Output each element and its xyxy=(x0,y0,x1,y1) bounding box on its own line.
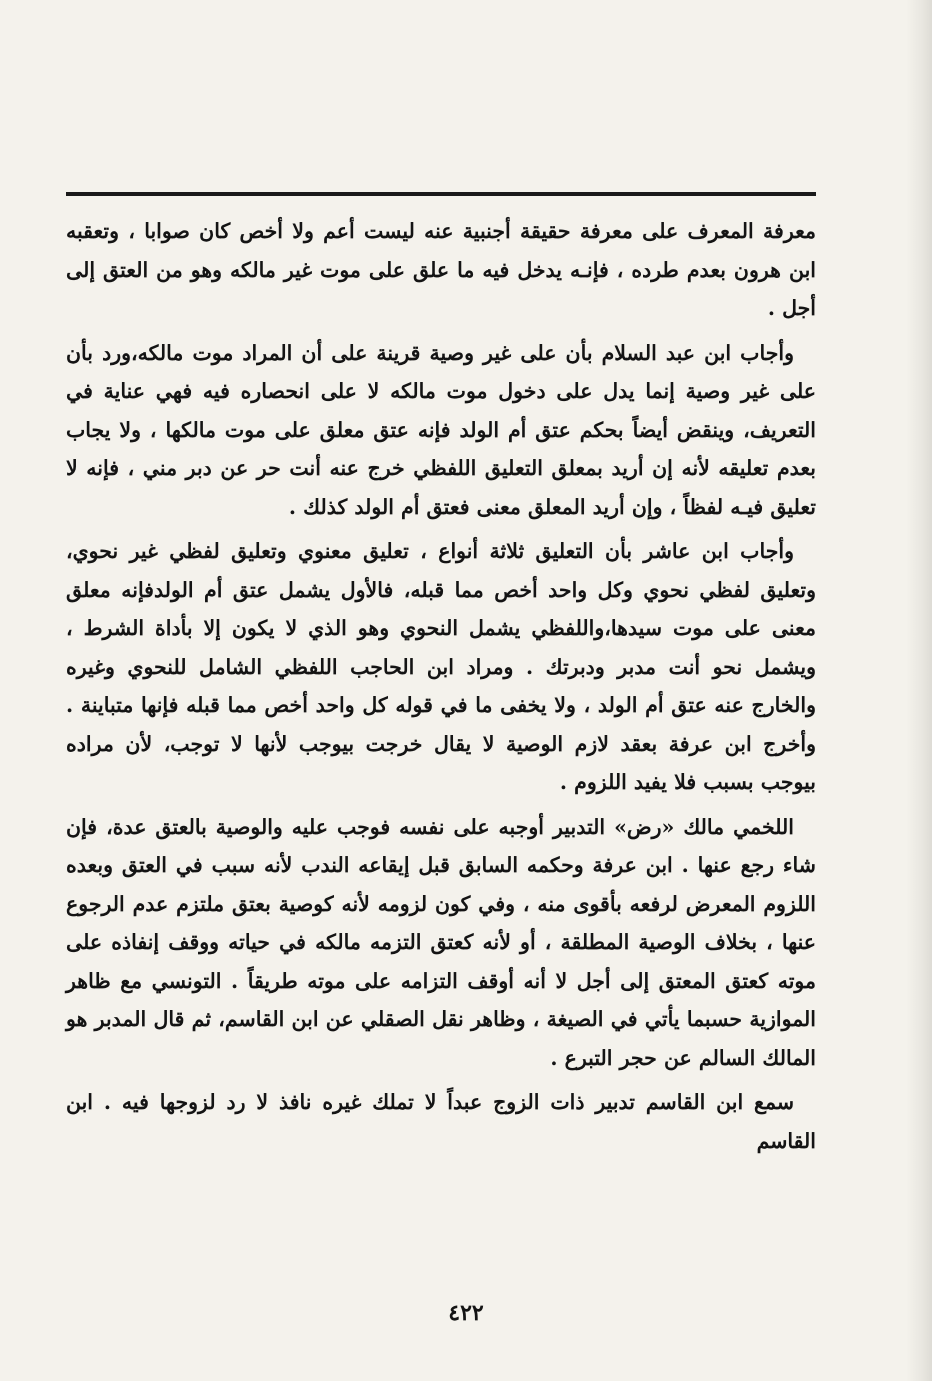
paragraph-5: سمع ابن القاسم تدبير ذات الزوج عبداً لا تملك غيره نافذ لا رد لزوجها فيه . ابن القاسم xyxy=(66,1090,816,1153)
paragraph-4: اللخمي مالك «رض» التدبير أوجبه على نفسه فوجب عليه والوصية بالعتق عدة، فإن شاء رجع عنها . ابن عرفة وحكمه السابق قبل إيقاعه الندب لأنه سبب في العتق وبعده اللزوم المعرض لرفعه بأقوى منه ، وفي كون لزومه لأنه كوصية بعتق ملتزم عدم الرجوع عنها ، بخلاف الوصية المطلقة ، أو لأنه كعتق التزمه مالكه في حياته ووقف إنفاذه على موته كعتق المعتق إلى أجل لا أنه أوقف التزامه على موته طريقاً . التونسي مع ظاهر الموازية حسبما يأتي في الصيغة ، وظاهر نقل الصقلي عن ابن القاسم، ثم قال المدبر هو المالك السالم عن حجر التبرع . xyxy=(66,814,816,1070)
paragraph-2: وأجاب ابن عبد السلام بأن على غير وصية قرينة على أن المراد موت مالكه،ورد بأن على غير وصية إنما يدل على دخول موت مالكه لا على انحصاره فيه فهي عناية في التعريف، وينقض أيضاً بحكم عتق أم الولد فإنه عتق معلق على موت مالكها ، ولا يجاب بعدم تعليقه لأنه إن أريد بمعلق التعليق اللفظي خرج عنه أنت حر عن دبر مني ، فإنه لا تعليق فيـه لفظاً ، وإن أريد المعلق معنى فعتق أم الولد كذلك . xyxy=(66,340,816,519)
scan-edge-shadow xyxy=(906,0,932,1381)
header-rule xyxy=(66,192,816,196)
paragraph-1: معرفة المعرف على معرفة حقيقة أجنبية عنه ليست أعم ولا أخص كان صوابا ، وتعقبه ابن هرون بعدم طرده ، فإنـه يدخل فيه ما علق على موت غير مالكه وهو من العتق إلى أجل . xyxy=(66,219,816,320)
paragraph-3: وأجاب ابن عاشر بأن التعليق ثلاثة أنواع ، تعليق معنوي وتعليق لفظي غير نحوي، وتعليق لفظي نحوي وكل واحد أخص مما قبله، فالأول يشمل عتق أم الولدفإنه معلق معنى على موت سيدها،واللفظي يشمل النحوي وهو الذي لا يكون إلا بأداة الشرط ، ويشمل نحو أنت مدبر ودبرتك . ومراد ابن الحاجب اللفظي الشامل للنحوي وغيره والخارج عنه عتق أم الولد ، ولا يخفى ما في قوله كل واحد أخص مما قبله فإنها متباينة . وأخرج ابن عرفة بعقد لازم الوصية لا يقال خرجت بيوجب لأنها لا توجب، لأن مراده بيوجب بسبب فلا يفيد اللزوم . xyxy=(66,539,816,794)
page-number: ٤٢٢ xyxy=(448,1300,484,1326)
body-text xyxy=(66,212,816,1160)
